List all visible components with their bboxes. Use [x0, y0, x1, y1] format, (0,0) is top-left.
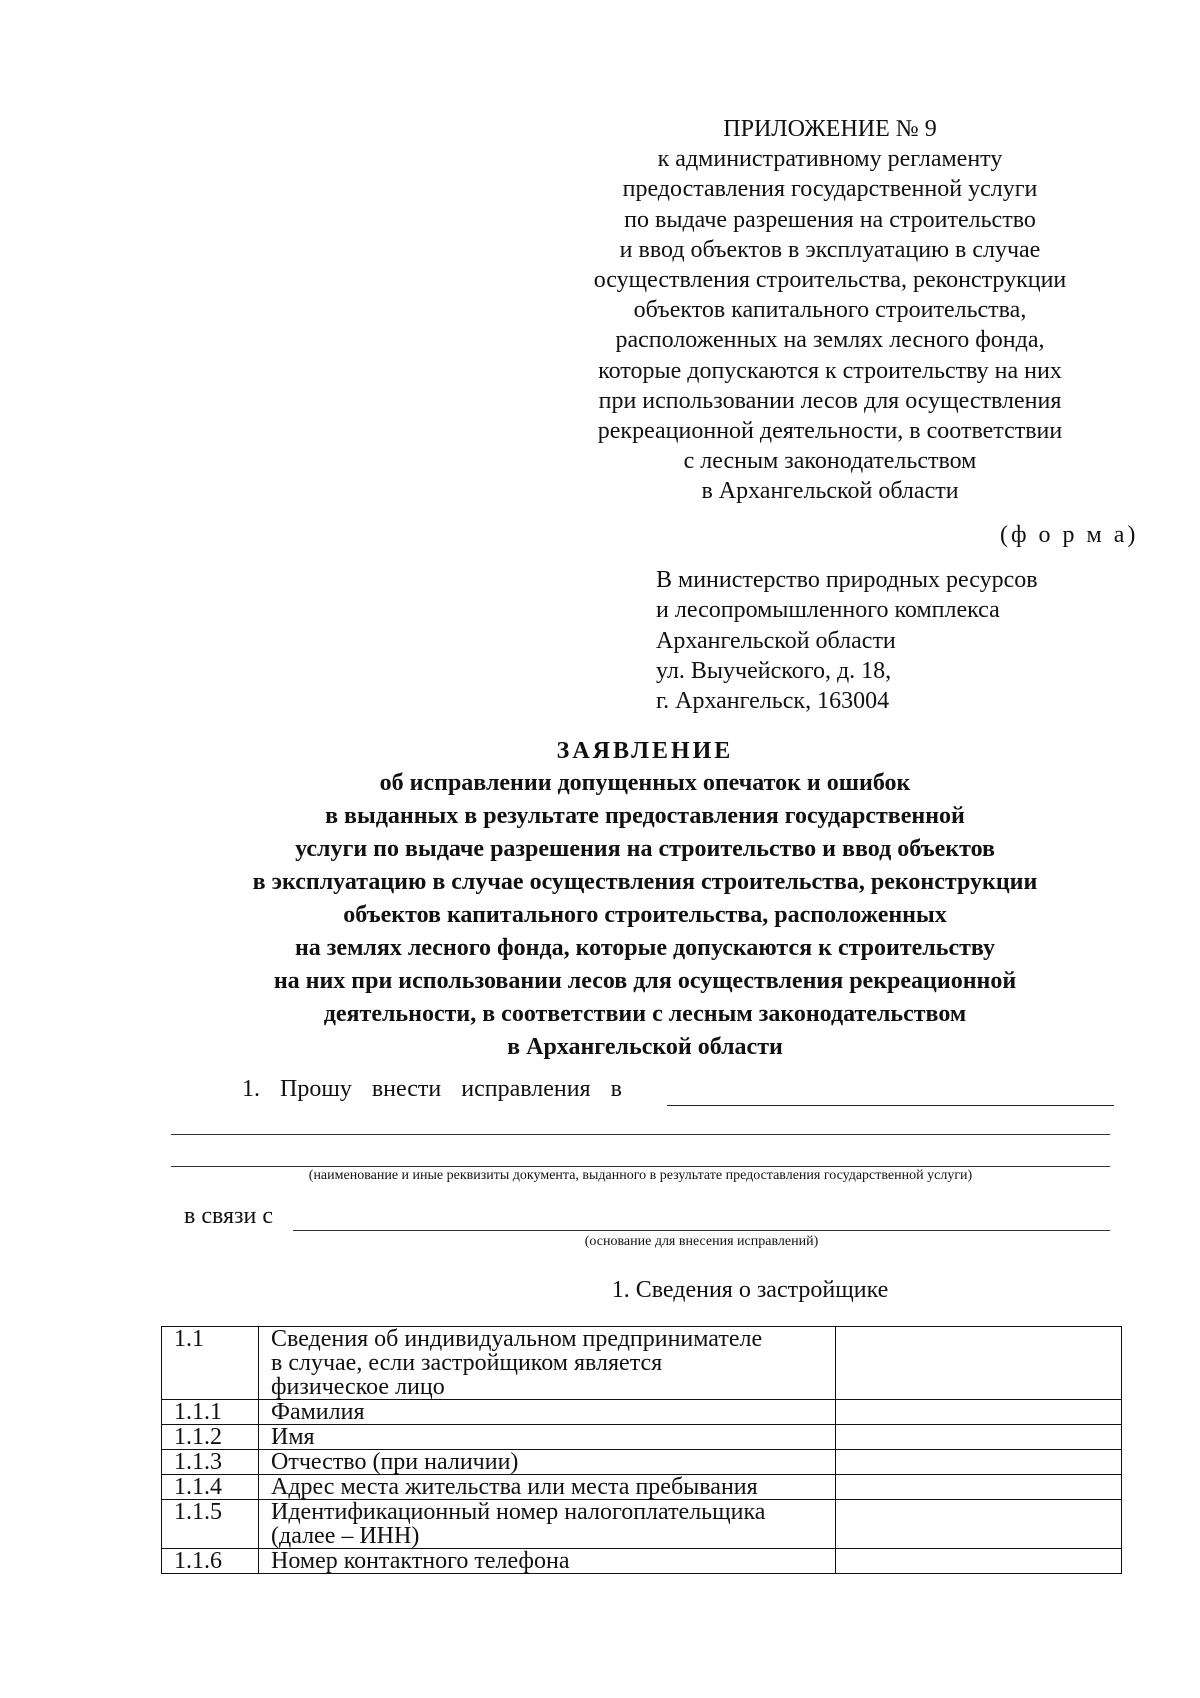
row-label-line: Сведения об индивидуальном предпринимателе [271, 1326, 763, 1352]
row-label: Имя [259, 1425, 836, 1450]
subtitle-line: в эксплуатацию в случае осуществления строительства, реконструкции [252, 869, 1038, 895]
appendix-line: предоставления государственной услуги [622, 176, 1038, 203]
row-label [259, 1327, 836, 1400]
row-number: 1.1.1 [162, 1400, 259, 1425]
subtitle-line: на землях лесного фонда, которые допускаются к строительству [294, 935, 996, 961]
table-row [162, 1400, 1122, 1425]
subtitle-line: в Архангельской области [507, 1034, 783, 1060]
row-number: 1.1 [162, 1327, 259, 1400]
appendix-line: расположенных на землях лесного фонда, [615, 327, 1045, 354]
table-row [162, 1549, 1122, 1574]
document-subtitle [0, 767, 1200, 1064]
row-value-field[interactable] [836, 1549, 1122, 1574]
addressee-block [656, 565, 1038, 716]
table-row [162, 1425, 1122, 1450]
row-value-field[interactable] [836, 1475, 1122, 1500]
subtitle-line: деятельности, в соответствии с лесным законодательством [323, 1001, 967, 1027]
appendix-header [560, 114, 1100, 507]
document-title-block [0, 735, 1200, 1064]
row-label-line: физическое лицо [271, 1374, 445, 1400]
table-row [162, 1500, 1122, 1549]
subtitle-line: объектов капитального строительства, расположенных [343, 902, 947, 928]
row-value-field[interactable] [836, 1450, 1122, 1475]
reason-field[interactable] [293, 1230, 1110, 1231]
section-title: 1. Сведения о застройщике [611, 1277, 889, 1303]
document-name-caption: (наименование и иные реквизиты документа, выданного в результате предоставления государственной услуги) [308, 1168, 973, 1183]
row-label-line: в случае, если застройщиком является [271, 1350, 663, 1376]
document-title: ЗАЯВЛЕНИЕ [556, 738, 734, 764]
appendix-line: которые допускаются к строительству на них [598, 357, 1062, 384]
row-value-field[interactable] [836, 1500, 1122, 1549]
table-row [162, 1450, 1122, 1475]
row-label: Отчество (при наличии) [259, 1450, 836, 1475]
addressee-line: и лесопромышленного комплекса [656, 597, 1000, 624]
row-label: Фамилия [259, 1400, 836, 1425]
row-value-field[interactable] [836, 1327, 1122, 1400]
subtitle-line: об исправлении допущенных опечаток и ошибок [379, 770, 911, 796]
document-name-field-line-1[interactable] [171, 1134, 1110, 1135]
row-label-line: Идентификационный номер налогоплательщика [271, 1499, 766, 1525]
addressee-line: г. Архангельск, 163004 [656, 688, 890, 715]
request-text: 1. Прошу внести исправления в [242, 1076, 622, 1102]
row-value-field[interactable] [836, 1400, 1122, 1425]
appendix-line: и ввод объектов в эксплуатацию в случае [619, 236, 1041, 263]
appendix-line: в Архангельской области [701, 478, 959, 505]
row-number: 1.1.3 [162, 1450, 259, 1475]
table-row [162, 1475, 1122, 1500]
reason-caption: (основание для внесения исправлений) [584, 1234, 819, 1249]
subtitle-line: услуги по выдаче разрешения на строительство и ввод объектов [295, 836, 995, 862]
appendix-line: к административному регламенту [657, 146, 1003, 173]
addressee-line: ул. Выучейского, д. 18, [656, 657, 892, 684]
addressee-line: В министерство природных ресурсов [656, 567, 1038, 593]
form-label: (ф о р м а) [1000, 522, 1139, 548]
document-name-field[interactable] [667, 1105, 1114, 1106]
appendix-line: по выдаче разрешения на строительство [624, 206, 1036, 233]
appendix-line: ПРИЛОЖЕНИЕ № 9 [723, 116, 937, 142]
subtitle-line: на них при использовании лесов для осуществления рекреационной [273, 968, 1017, 994]
row-number: 1.1.6 [162, 1549, 259, 1574]
row-label-line: (далее – ИНН) [271, 1523, 420, 1549]
appendix-line: при использовании лесов для осуществления [598, 387, 1062, 414]
row-value-field[interactable] [836, 1425, 1122, 1450]
appendix-line: с лесным законодательством [683, 448, 977, 475]
row-label [259, 1500, 836, 1549]
appendix-line: рекреационной деятельности, в соответствии [597, 418, 1063, 445]
appendix-line: осуществления строительства, реконструкции [593, 267, 1067, 294]
subtitle-line: в выданных в результате предоставления государственной [325, 803, 965, 829]
addressee-line: Архангельской области [656, 627, 896, 654]
reason-label: в связи с [184, 1203, 274, 1229]
row-label: Номер контактного телефона [259, 1549, 836, 1574]
document-name-field-line-2[interactable] [171, 1166, 1110, 1167]
row-label: Адрес места жительства или места пребывания [259, 1475, 836, 1500]
table-row [162, 1327, 1122, 1400]
row-number: 1.1.4 [162, 1475, 259, 1500]
row-number: 1.1.5 [162, 1500, 259, 1549]
request-paragraph [242, 1076, 1114, 1106]
developer-info-table [161, 1326, 1122, 1574]
row-number: 1.1.2 [162, 1425, 259, 1450]
appendix-line: объектов капитального строительства, [633, 297, 1027, 324]
